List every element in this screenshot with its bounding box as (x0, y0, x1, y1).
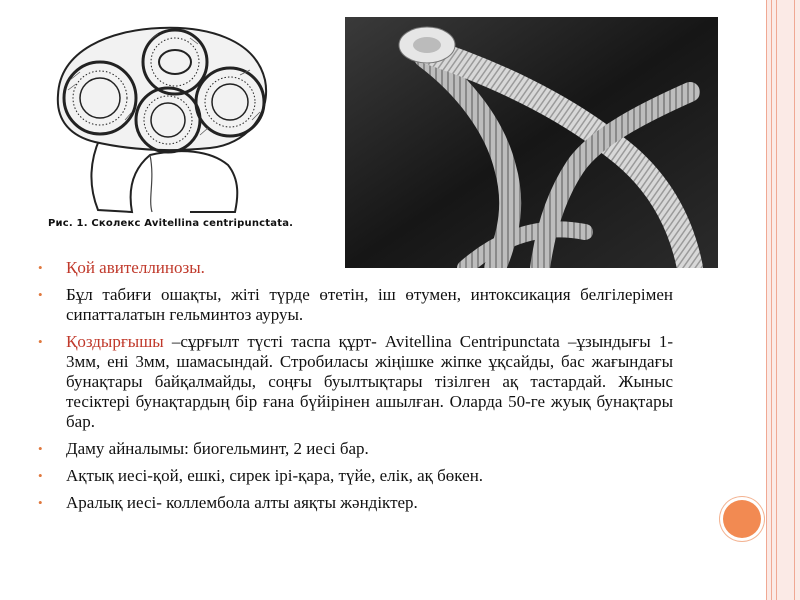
bullet-icon: • (38, 334, 43, 349)
list-item (38, 332, 673, 432)
list-item (38, 493, 673, 513)
figure-caption: Рис. 1. Сколекс Avitellina centripunctata. (48, 218, 294, 229)
item-text: –сұрғылт түсті таспа құрт- Avitellina Centripunctata –ұзындығы 1-3мм, ені 3мм, шамасындай. Стробиласы жіңішке жіпке ұқсайды, бас жағындағы бунақтары байқалмайды, соңғы буылтықтары тізілген ақ тастардай. Жыныс тесіктері бунақтардың бір ғана бүйірінен ашылған. Оларда 50-ге жуық бунақтары бар. (66, 332, 673, 431)
decorative-circle (723, 500, 761, 538)
item-text: Аралық иесі- коллембола алты аяқты жәндіктер. (66, 493, 418, 512)
scolex-illustration (40, 20, 340, 220)
border-line (766, 0, 767, 600)
bullet-icon: • (38, 441, 43, 456)
list-item (38, 285, 673, 325)
bullet-icon: • (38, 468, 43, 483)
item-heading: Қой авителлинозы. (66, 258, 205, 277)
list-item (38, 258, 673, 278)
item-text: Бұл табиғи ошақты, жіті түрде өтетін, іш өтумен, интоксикация белгілерімен сипатталатын гельминтоз ауруы. (66, 285, 673, 324)
bullet-list (38, 258, 673, 520)
border-line (776, 0, 777, 600)
border-line (771, 0, 772, 600)
list-item (38, 439, 673, 459)
bullet-icon: • (38, 287, 43, 302)
bullet-icon: • (38, 260, 43, 275)
tapeworm-photo (345, 17, 718, 268)
bullet-icon: • (38, 495, 43, 510)
list-item (38, 466, 673, 486)
item-text: Даму айналымы: биогельминт, 2 иесі бар. (66, 439, 369, 458)
micrograph-image (345, 17, 718, 268)
item-text: Ақтық иесі-қой, ешкі, сирек ірі-қара, түйе, елік, ақ бөкен. (66, 466, 484, 485)
scolex-drawing (40, 20, 340, 235)
item-heading: Қоздырғышы (66, 332, 164, 351)
border-line (794, 0, 795, 600)
